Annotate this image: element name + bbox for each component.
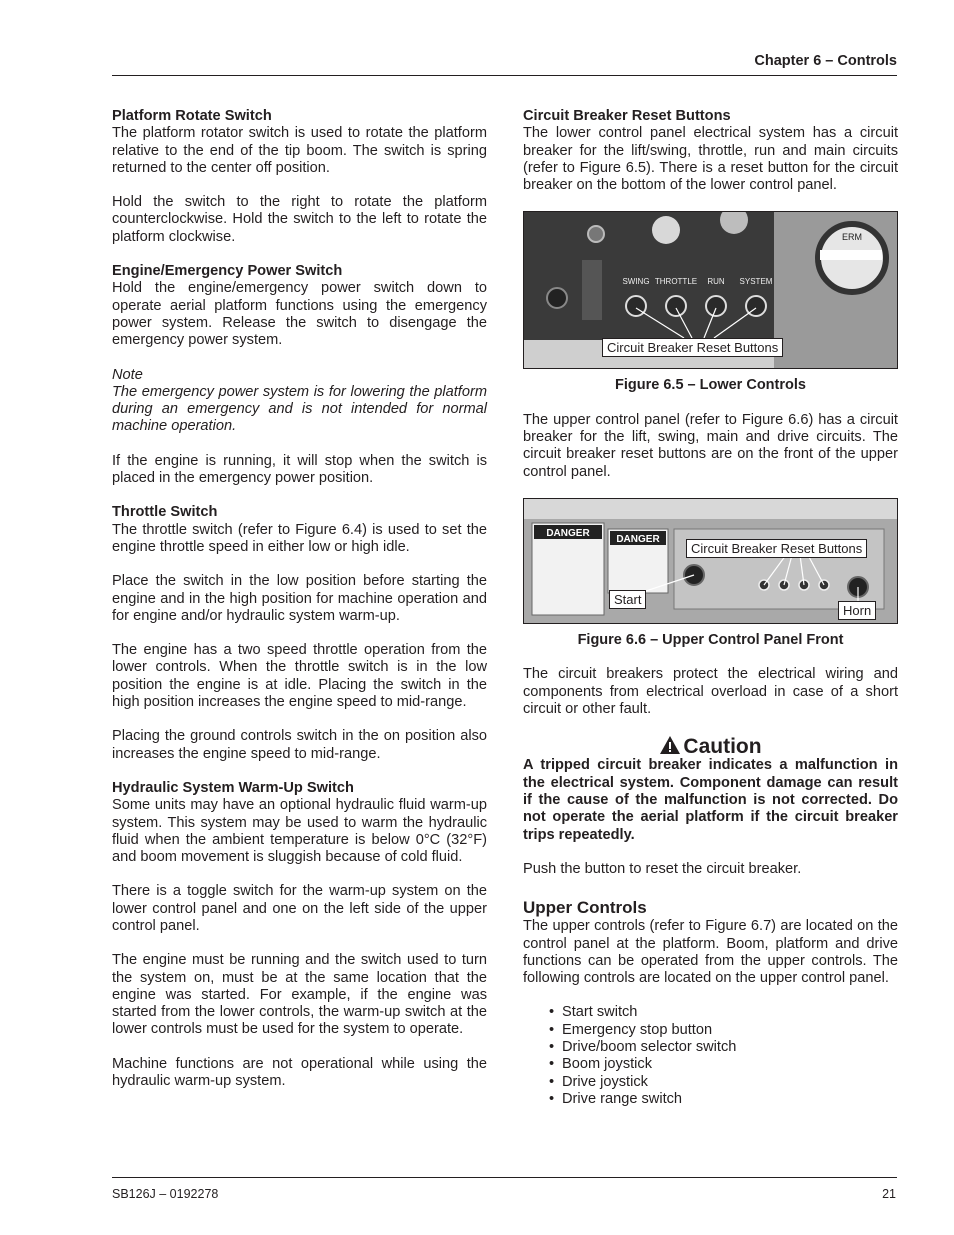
upper-controls-paragraph: The upper controls (refer to Figure 6.7) are located on the control panel at the platform. Boom, platform and drive functions can be operated from the upper controls. The following controls are located on the upper control panel. — [523, 918, 898, 987]
document-id: SB126J – 0192278 — [112, 1187, 219, 1201]
rotate-heading: Platform Rotate Switch — [112, 108, 272, 124]
fig1-callout-reset-buttons: Circuit Breaker Reset Buttons — [602, 338, 783, 357]
circuit-breaker-heading: Circuit Breaker Reset Buttons — [523, 108, 731, 124]
throttle-heading: Throttle Switch — [112, 504, 218, 521]
fig2-callout-start: Start — [609, 590, 646, 609]
danger-label-2: DANGER — [616, 533, 660, 545]
engine-heading: Engine/Emergency Power Switch — [112, 263, 343, 280]
page-number: 21 — [882, 1187, 896, 1201]
throttle-paragraph-2: Place the switch in the low position before starting the engine and in the high position for machine operation and for engine and/or hydraulic system warm-up. — [112, 573, 487, 624]
circuit-breaker-paragraph-2: The upper control panel (refer to Figure 6.6) has a circuit breaker for the lift, swing, main and drive circuits. The circuit breaker reset buttons are on the front of the upper control panel. — [523, 411, 898, 480]
hydraulic-paragraph-2: There is a toggle switch for the warm-up system on the lower control panel and one on the left side of the upper control panel. — [112, 883, 487, 934]
upper-control-panel-photo — [523, 498, 898, 624]
header-rule — [112, 75, 897, 76]
list-item: • Drive joystick — [549, 1074, 898, 1091]
engine-paragraph-2: If the engine is running, it will stop when the switch is placed in the emergency power position. — [112, 452, 487, 487]
throttle-label: THROTTLE — [654, 277, 698, 287]
reset-button-3 — [706, 296, 726, 316]
rotate-paragraph-1: The platform rotator switch is used to rotate the platform relative to the end of the tip boom. The switch is spring returned to the center off position. — [112, 125, 487, 176]
danger-label-1: DANGER — [546, 527, 590, 539]
hydraulic-paragraph-4: Machine functions are not operational while using the hydraulic warm-up system. — [112, 1055, 487, 1090]
list-item: • Drive/boom selector switch — [549, 1039, 898, 1056]
caution-heading — [523, 735, 898, 759]
run-label: RUN — [707, 277, 725, 287]
list-item: • Drive range switch — [549, 1091, 898, 1108]
system-label: SYSTEM — [739, 277, 773, 287]
upper-controls-heading: Upper Controls — [523, 898, 647, 918]
lower-controls-photo — [523, 211, 898, 369]
rotate-paragraph-2: Hold the switch to the right to rotate the platform counterclockwise. Hold the switch to the left to rotate the platform clockwise. — [112, 194, 487, 245]
fig2-callout-reset-buttons: Circuit Breaker Reset Buttons — [686, 539, 867, 558]
hydraulic-paragraph-1: Some units may have an optional hydraulic fluid warm-up system. This system may be used to warm the hydraulic fluid when the ambient temperature is below 0°C (32°F) and boom movement is sluggish because of cold fluid. — [112, 797, 487, 866]
caution-title: Caution — [683, 735, 762, 759]
circuit-breaker-paragraph-1: The lower control panel electrical system has a circuit breaker for the lift/swing, throttle, run and main circuits (refer to Figure 6.5). There is a reset button for the circuit breaker on the bottom of the lower control panel. — [523, 125, 898, 194]
list-item: • Boom joystick — [549, 1056, 898, 1073]
right-column — [523, 108, 898, 1108]
throttle-paragraph-3: The engine has a two speed throttle operation from the lower controls. When the throttle switch is in the low position the engine is at idle. Placing the switch in the high position increases the engine speed to mid-range. — [112, 642, 487, 711]
hydraulic-heading: Hydraulic System Warm-Up Switch — [112, 779, 354, 796]
push-button-text: Push the button to reset the circuit breaker. — [523, 860, 802, 877]
throttle-paragraph-1: The throttle switch (refer to Figure 6.4) is used to set the engine throttle speed in either low or high idle. — [112, 521, 487, 555]
footer-rule — [112, 1177, 897, 1178]
list-item: • Start switch — [549, 1004, 898, 1021]
swing-label: SWING — [622, 277, 650, 287]
figure-6-5-caption: Figure 6.5 – Lower Controls — [615, 377, 806, 394]
hydraulic-paragraph-3: The engine must be running and the switch used to turn the system on, must be at the same location that the engine was started. For example, if the engine was started from the lower controls, the warm-up switch at the lower controls must be used for the system to operate. — [112, 952, 487, 1038]
note-label: Note — [112, 366, 143, 383]
left-column — [112, 108, 487, 1107]
gauge-label: ERM — [842, 232, 862, 243]
circuit-breaker-paragraph-3: The circuit breakers protect the electrical wiring and components from electrical overload in case of a short circuit or other fault. — [523, 666, 898, 717]
engine-paragraph-1: Hold the engine/emergency power switch down to operate aerial platform functions using the emergency power system. Release the switch to disengage the emergency power system. — [112, 280, 487, 349]
warning-triangle-icon — [659, 735, 681, 755]
reset-button-2 — [666, 296, 686, 316]
fig2-callout-horn: Horn — [838, 601, 876, 620]
chapter-header: Chapter 6 – Controls — [754, 53, 897, 69]
figure-6-6-caption: Figure 6.6 – Upper Control Panel Front — [577, 631, 844, 648]
caution-text: A tripped circuit breaker indicates a malfunction in the electrical system. Component damage can result if the cause of the malfunction is not corrected. Do not operate the aerial platform if the circuit breaker trips repeatedly. — [523, 757, 898, 843]
throttle-paragraph-4: Placing the ground controls switch in the on position also increases the engine speed to mid-range. — [112, 728, 487, 762]
upper-controls-list — [523, 1004, 898, 1108]
list-item: • Emergency stop button — [549, 1022, 898, 1039]
note-text: The emergency power system is for lowering the platform during an emergency and is not intended for normal machine operation. — [112, 383, 487, 435]
